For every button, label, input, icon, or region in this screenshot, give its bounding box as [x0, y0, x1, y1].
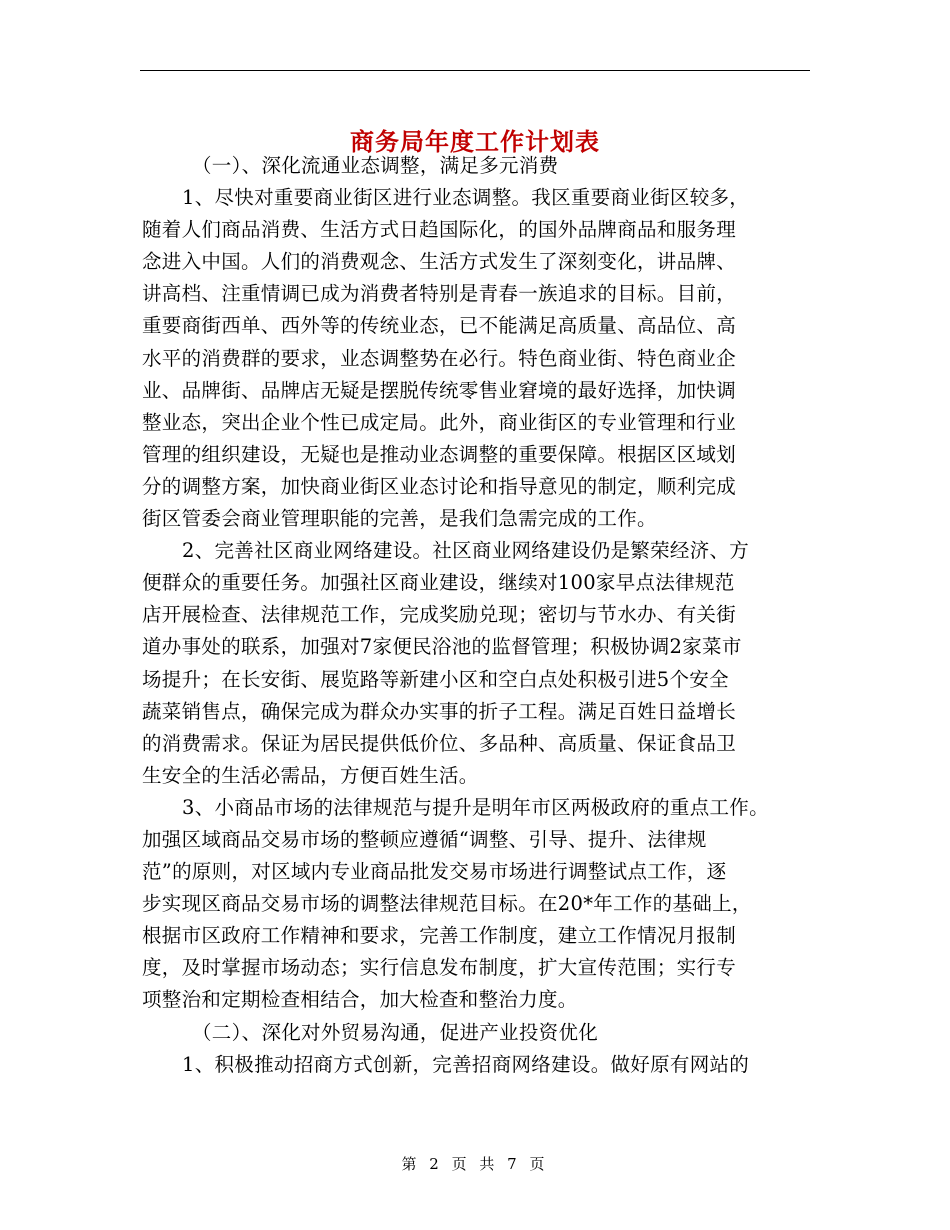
paragraph-line: 业、品牌街、品牌店无疑是摆脱传统零售业窘境的最好选择，加快调 — [142, 378, 737, 402]
paragraph-line: 水平的消费群的要求，业态调整势在必行。特色商业街、特色商业企 — [142, 346, 737, 370]
paragraph-line: 1、尽快对重要商业街区进行业态调整。我区重要商业街区较多， — [182, 186, 750, 210]
paragraph-line: 根据市区政府工作精神和要求，完善工作制度，建立工作情况月报制 — [142, 924, 737, 948]
document-body — [142, 150, 822, 1081]
section-heading-1: （一）、深化流通业态调整，满足多元消费 — [192, 154, 559, 177]
paragraph-line: 的消费需求。保证为居民提供低价位、多品种、高质量、保证食品卫 — [142, 731, 737, 755]
paragraph-line: 店开展检查、法律规范工作，完成奖励兑现；密切与节水办、有关街 — [142, 603, 737, 627]
paragraph-line: 生安全的生活必需品，方便百姓生活。 — [142, 763, 479, 787]
paragraph-line: 加强区域商品交易市场的整顿应遵循“调整、引导、提升、法律规 — [142, 827, 707, 851]
paragraph-line: 范”的原则，对区域内专业商品批发交易市场进行调整试点工作，逐 — [142, 860, 727, 884]
paragraph-line: 蔬菜销售点，确保完成为群众办实事的折子工程。满足百姓日益增长 — [142, 699, 737, 723]
paragraph-line: 步实现区商品交易市场的调整法律规范目标。在20*年工作的基础上， — [142, 892, 752, 916]
paragraph-line: 度，及时掌握市场动态；实行信息发布制度，扩大宣传范围；实行专 — [142, 956, 737, 980]
paragraph-line: 讲高档、注重情调已成为消费者特别是青春一族追求的目标。目前， — [142, 282, 737, 306]
paragraph-line: 1、积极推动招商方式创新，完善招商网络建设。做好原有网站的 — [182, 1052, 750, 1076]
paragraph-line: 念进入中国。人们的消费观念、生活方式发生了深刻变化，讲品牌、 — [142, 250, 737, 274]
section-heading-2: （二）、深化对外贸易沟通，促进产业投资优化 — [192, 1020, 599, 1044]
paragraph-line: 2、完善社区商业网络建设。社区商业网络建设仍是繁荣经济、方 — [182, 539, 750, 563]
paragraph-line: 随着人们商品消费、生活方式日趋国际化，的国外品牌商品和服务理 — [142, 218, 737, 242]
paragraph-line: 场提升；在长安街、展览路等新建小区和空白点处积极引进5个安全 — [142, 667, 729, 691]
page-footer: 第 2 页 共 7 页 — [401, 1155, 549, 1173]
paragraph-line: 管理的组织建设，无疑也是推动业态调整的重要保障。根据区区域划 — [142, 442, 737, 466]
paragraph-line: 重要商街西单、西外等的传统业态，已不能满足高质量、高品位、高 — [142, 314, 737, 338]
paragraph-line: 道办事处的联系，加强对7家便民浴池的监督管理；积极协调2家菜市 — [142, 635, 742, 659]
paragraph-line: 整业态，突出企业个性已成定局。此外，商业街区的专业管理和行业 — [142, 410, 737, 434]
header-rule — [140, 70, 810, 71]
paragraph-line: 项整治和定期检查相结合，加大检查和整治力度。 — [142, 988, 578, 1012]
page-title: 商务局年度工作计划表 — [350, 127, 600, 157]
paragraph-line: 3、小商品市场的法律规范与提升是明年市区两极政府的重点工作。 — [182, 795, 769, 819]
paragraph-line: 分的调整方案，加快商业街区业态讨论和指导意见的制定，顺利完成 — [142, 474, 737, 498]
paragraph-line: 街区管委会商业管理职能的完善，是我们急需完成的工作。 — [142, 507, 657, 531]
paragraph-line: 便群众的重要任务。加强社区商业建设，继续对100家早点法律规范 — [142, 571, 735, 595]
